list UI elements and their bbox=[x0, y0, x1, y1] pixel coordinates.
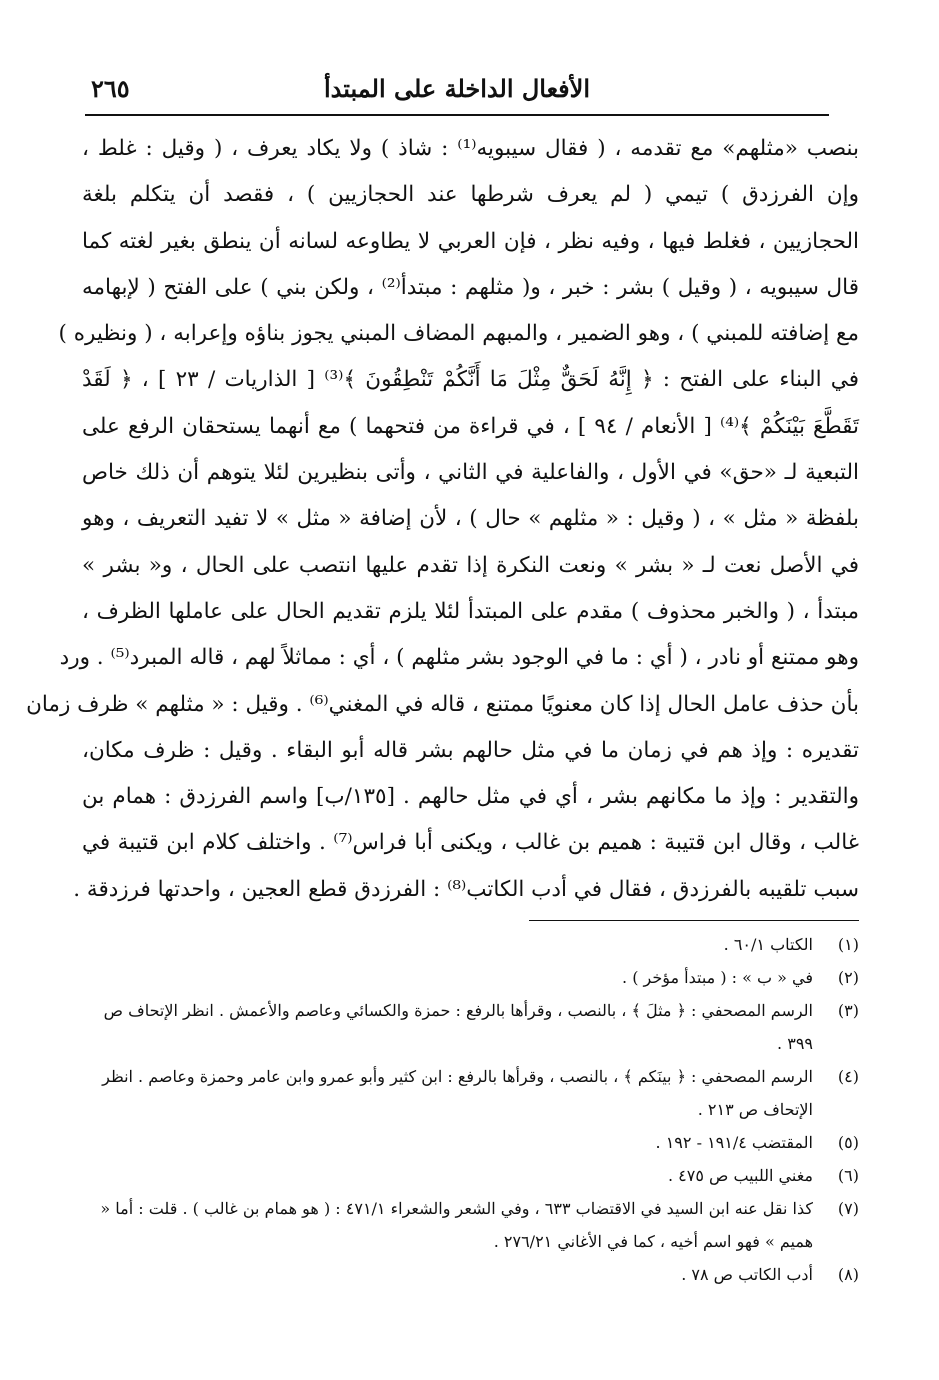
footnote-number: (٧) bbox=[837, 1199, 859, 1218]
footnote bbox=[92, 961, 859, 994]
running-header bbox=[85, 68, 829, 116]
text-line: بلفظة « مثل » ، ( وقيل : « مثلهم » حال ) ، لأن إضافة « مثل » لا تفيد التعريف ، وهو bbox=[82, 506, 859, 532]
text-line: التبعية لـ «حق» في الأول ، والفاعلية في الثاني ، وأتى بنظيرين لئلا يتوهم أن ذلك خاص bbox=[82, 460, 859, 486]
text-line: الحجازيين ، فغلط فيها ، وفيه نظر ، فإن العربي لا يطاوعه لسانه أن ينطق بغير لغته كما bbox=[82, 228, 859, 254]
footnote-number: (٦) bbox=[837, 1166, 859, 1185]
text-line: في البناء على الفتح : ﴿ إِنَّهُ لَحَقٌّ مِثْلَ مَا أَنَّكُمْ تَنْطِقُونَ ﴾⁽³⁾ [ الذاريات / ٢٣ ] ، ﴿ لَقَدْ bbox=[82, 367, 859, 393]
text-line: قال سيبويه ، ( وقيل ) بشر : خبر ، و( مثلهم : مبتدأ⁽²⁾ ، ولكن بني ) على الفتح ( لإبهامه bbox=[82, 274, 859, 300]
footnote-text: مغني اللبيب ص ٤٧٥ . bbox=[668, 1166, 813, 1185]
text-line: والتقدير : وإذ ما مكانهم بشر ، أي في مثل حالهم . [١٣٥/ب] واسم الفرزدق : همام بن bbox=[82, 784, 859, 810]
footnote-separator bbox=[529, 920, 859, 921]
footnotes bbox=[92, 928, 859, 1291]
text-line: غالب ، وقال ابن قتيبة : هميم بن غالب ، ويكنى أبا فراس⁽⁷⁾ . واختلف كلام ابن قتيبة في bbox=[82, 830, 859, 856]
text-line: بأن حذف عامل الحال إذا كان معنويًا ممتنع ، قاله في المغني⁽⁶⁾ . وقيل : « مثلهم » ظرف زمان bbox=[26, 691, 859, 717]
footnote bbox=[92, 1060, 859, 1126]
text-line: تقديره : وإذ هم في زمان ما في مثل حالهم بشر قاله أبو البقاء . وقيل : ظرف مكان، bbox=[82, 737, 859, 763]
footnote bbox=[92, 1258, 859, 1291]
footnote-text: أدب الكاتب ص ٧٨ . bbox=[681, 1265, 813, 1284]
footnote-text: كذا نقل عنه ابن السيد في الاقتضاب ٦٣٣ ، وفي الشعر والشعراء ٤٧١/١ : ( هو همام بن غالب ) . قلت : أما « هميم » فهو اسم أخيه ، كما في الأغاني ٢٧٦/٢١ . bbox=[100, 1199, 813, 1251]
text-line: بنصب «مثلهم» مع تقدمه ، ( فقال سيبويه⁽¹⁾ : شاذ ) ولا يكاد يعرف ، ( وقيل : غلط ، bbox=[82, 136, 859, 161]
text-line: في الأصل نعت لـ « بشر » ونعت النكرة إذا تقدم عليها انتصب على الحال ، و« بشر » bbox=[82, 552, 859, 578]
text-line: وإن الفرزدق ) تيمي ( لم يعرف شرطها عند الحجازيين ) ، فقصد أن يتكلم بلغة bbox=[82, 182, 859, 208]
footnote-number: (٤) bbox=[837, 1067, 859, 1086]
footnote-number: (٢) bbox=[837, 968, 859, 987]
main-text bbox=[26, 126, 859, 913]
footnote bbox=[92, 1126, 859, 1159]
footnote bbox=[92, 994, 859, 1060]
text-line: مبتدأ ، ( والخبر محذوف ) مقدم على المبتدأ لئلا يلزم تقديم الحال على عاملها الظرف ، bbox=[82, 598, 859, 624]
footnote bbox=[92, 1159, 859, 1192]
page-number: ٢٦٥ bbox=[91, 74, 130, 103]
footnote-number: (٣) bbox=[837, 1001, 859, 1020]
footnote bbox=[92, 928, 859, 961]
footnote bbox=[92, 1192, 859, 1258]
text-line: سبب تلقيبه بالفرزدق ، فقال في أدب الكاتب⁽⁸⁾ : الفرزدق قطع العجين ، واحدتها فرزدقة . bbox=[73, 876, 859, 902]
chapter-title: الأفعال الداخلة على المبتدأ bbox=[324, 74, 590, 103]
text-line: تَقَطَّعَ بَيْنَكُمْ ﴾⁽⁴⁾ [ الأنعام / ٩٤ ] ، في قراءة من فتحهما ) مع أنهما يستحقان الرفع على bbox=[82, 413, 859, 439]
footnote-number: (١) bbox=[837, 935, 859, 954]
footnote-text: الرسم المصحفي : ﴿ مثلَ ﴾ ، بالنصب ، وقرأها بالرفع : حمزة والكسائي وعاصم والأعمش . انظر الإتحاف ص ٣٩٩ . bbox=[103, 1001, 813, 1053]
text-line: مع إضافته للمبني ) ، وهو الضمير ، والمبهم المضاف المبني يجوز بناؤه وإعرابه ، ( ونظيره ) bbox=[58, 321, 859, 347]
footnote-text: في « ب » : ( مبتدأ مؤخر ) . bbox=[622, 968, 813, 987]
text-line: وهو ممتنع أو نادر ، ( أي : ما في الوجود بشر مثلهم ) ، أي : مماثلاً لهم ، قاله المبرد⁽⁵⁾ . ورد bbox=[59, 645, 859, 671]
footnote-text: الرسم المصحفي : ﴿ بينَكم ﴾ ، بالنصب ، وقرأها بالرفع : ابن كثير وأبو عمرو وابن عامر وحمزة وعاصم . انظر الإتحاف ص ٢١٣ . bbox=[102, 1067, 813, 1119]
footnote-text: المقتضب ١٩١/٤ - ١٩٢ . bbox=[655, 1133, 813, 1152]
footnote-number: (٥) bbox=[837, 1133, 859, 1152]
footnote-text: الكتاب ٦٠/١ . bbox=[723, 935, 813, 954]
footnote-number: (٨) bbox=[837, 1265, 859, 1284]
